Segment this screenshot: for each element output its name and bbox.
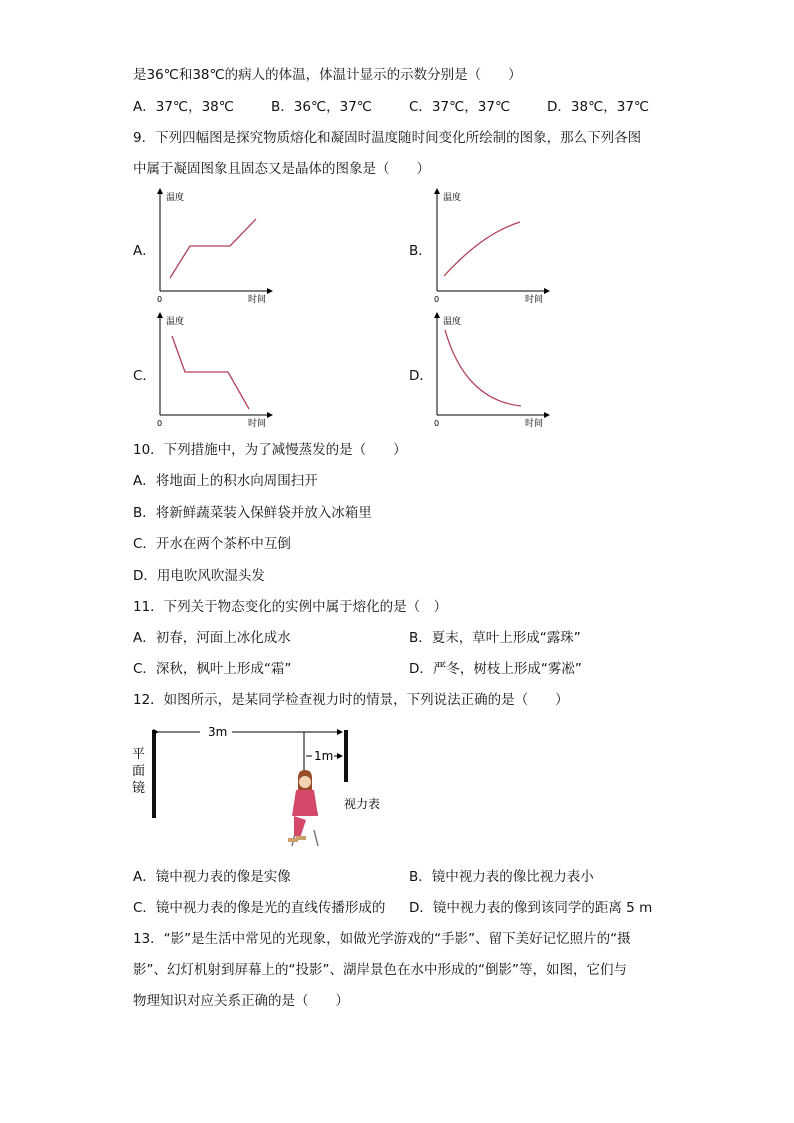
- q9-stem-line1: 9．下列四幅图是探究物质熔化和凝固时温度随时间变化所绘制的图象，那么下列各图: [133, 130, 642, 146]
- ylabel: 温度: [166, 193, 185, 203]
- q9-stem-line2: 中属于凝固图象且固态又是晶体的图象是（ ）: [133, 161, 430, 177]
- origin: 0: [157, 419, 163, 428]
- xlabel: 时间: [525, 419, 544, 429]
- q10-option-a: A．将地面上的积水向周围扫开: [133, 473, 318, 489]
- chart-bar: [344, 730, 348, 782]
- ylabel: 温度: [443, 317, 462, 327]
- q13-line2: 影”、幻灯机射到屏幕上的“投影”、湖岸景色在水中形成的“倒影”等，如图，它们与: [133, 962, 627, 978]
- q8-option-b: B．36℃，37℃: [271, 99, 372, 115]
- q12-option-a: A．镜中视力表的像是实像: [133, 869, 291, 885]
- graph-a: [150, 186, 280, 306]
- q10-option-b: B．将新鲜蔬菜装入保鲜袋并放入冰箱里: [133, 505, 372, 521]
- graph-d: [427, 310, 557, 430]
- q10-option-c: C．开水在两个茶杯中互倒: [133, 536, 291, 552]
- q13-line3: 物理知识对应关系正确的是（ ）: [133, 993, 349, 1009]
- person-icon: [288, 770, 318, 846]
- q8-option-d: D．38℃，37℃: [547, 99, 650, 115]
- mirror-label-2: 面: [132, 764, 146, 779]
- q11-option-a: A．初春，河面上冰化成水: [133, 630, 291, 646]
- curve: [445, 330, 521, 406]
- q10-option-d: D．用电吹风吹湿头发: [133, 568, 265, 584]
- q11-option-b: B．夏末，草叶上形成“露珠”: [409, 630, 581, 646]
- graph-d-label: D．: [409, 368, 433, 384]
- graph-c: [150, 310, 280, 430]
- dim-3m-label: 3m: [208, 725, 228, 739]
- mirror-label-3: 镜: [132, 781, 146, 796]
- curve: [172, 336, 249, 409]
- q12-figure: [128, 718, 388, 858]
- q11-option-d: D．严冬，树枝上形成“雾凇”: [409, 661, 582, 677]
- graph-b: [427, 186, 557, 306]
- mirror-label-1: 平: [132, 747, 146, 762]
- q12-stem: 12．如图所示，是某同学检查视力时的情景，下列说法正确的是（ ）: [133, 692, 569, 708]
- q8-option-c: C．37℃，37℃: [409, 99, 511, 115]
- q12-option-d: D．镜中视力表的像到该同学的距离 5 m: [409, 900, 653, 916]
- graph-c-label: C．: [133, 368, 156, 384]
- q8-option-a: A．37℃，38℃: [133, 99, 234, 115]
- ylabel: 温度: [443, 193, 462, 203]
- q12-option-b: B．镜中视力表的像比视力表小: [409, 869, 594, 885]
- q10-stem: 10．下列措施中，为了减慢蒸发的是（ ）: [133, 442, 407, 458]
- graph-a-label: A．: [133, 243, 156, 259]
- curve: [444, 222, 520, 276]
- ylabel: 温度: [166, 317, 185, 327]
- xlabel: 时间: [248, 295, 267, 305]
- xlabel: 时间: [525, 295, 544, 305]
- origin: 0: [157, 295, 163, 304]
- q11-option-c: C．深秋，枫叶上形成“霜”: [133, 661, 292, 677]
- origin: 0: [434, 419, 440, 428]
- origin: 0: [434, 295, 440, 304]
- curve: [170, 219, 256, 278]
- xlabel: 时间: [248, 419, 267, 429]
- graph-b-label: B．: [409, 243, 432, 259]
- mirror-bar: [152, 730, 156, 818]
- chart-label: 视力表: [344, 797, 381, 811]
- q11-stem: 11．下列关于物态变化的实例中属于熔化的是（ ）: [133, 599, 448, 615]
- q8-continuation: 是36℃和38℃的病人的体温，体温计显示的示数分别是（ ）: [133, 67, 522, 83]
- q12-option-c: C．镜中视力表的像是光的直线传播形成的: [133, 900, 386, 916]
- dim-1m-label: 1m: [314, 749, 334, 763]
- q13-line1: 13．“影”是生活中常见的光现象，如做光学游戏的“手影”、留下美好记忆照片的“摄: [133, 931, 631, 947]
